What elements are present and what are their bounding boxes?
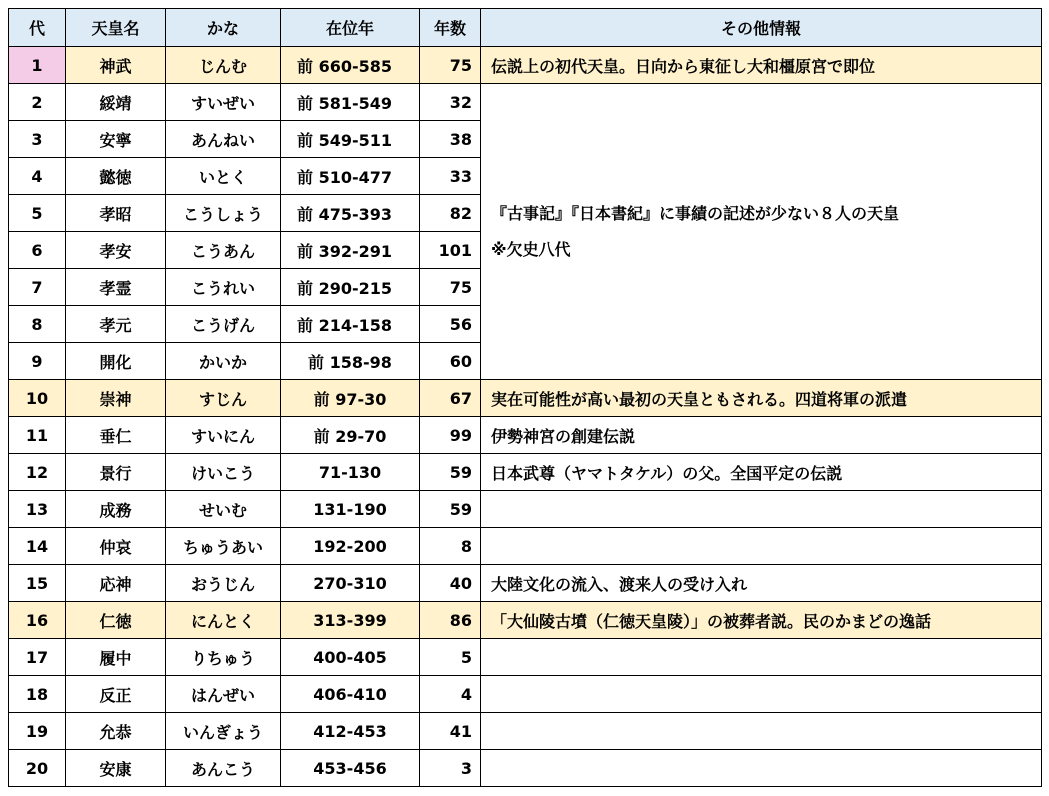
cell-gen: 15 (9, 565, 66, 602)
cell-reign: 前 660-585 (281, 47, 420, 84)
cell-info (481, 491, 1042, 528)
cell-kana: にんとく (166, 602, 281, 639)
cell-info: 伊勢神宮の創建伝説 (481, 417, 1042, 454)
table-row (9, 750, 1042, 787)
cell-reign: 192-200 (281, 528, 420, 565)
cell-kana: こうれい (166, 269, 281, 306)
cell-reign: 前 97-30 (281, 380, 420, 417)
table-row (9, 84, 1042, 121)
table-row (9, 602, 1042, 639)
cell-years: 38 (420, 121, 481, 158)
table-row (9, 454, 1042, 491)
cell-name: 応神 (66, 565, 166, 602)
cell-gen: 20 (9, 750, 66, 787)
cell-name: 反正 (66, 676, 166, 713)
merged-info-cell (481, 84, 1042, 380)
cell-kana: すじん (166, 380, 281, 417)
cell-reign: 313-399 (281, 602, 420, 639)
cell-info (481, 639, 1042, 676)
cell-reign: 前 158-98 (281, 343, 420, 380)
cell-reign: 131-190 (281, 491, 420, 528)
cell-kana: あんねい (166, 121, 281, 158)
cell-name: 綏靖 (66, 84, 166, 121)
cell-kana: すいにん (166, 417, 281, 454)
table-row (9, 380, 1042, 417)
cell-info (481, 750, 1042, 787)
cell-name: 孝霊 (66, 269, 166, 306)
header-reign: 在位年 (281, 9, 420, 47)
cell-reign: 前 475-393 (281, 195, 420, 232)
header-row (9, 9, 1042, 47)
cell-gen: 8 (9, 306, 66, 343)
cell-kana: いとく (166, 158, 281, 195)
cell-years: 40 (420, 565, 481, 602)
table-row (9, 528, 1042, 565)
cell-gen: 5 (9, 195, 66, 232)
emperor-table (8, 8, 1042, 787)
cell-name: 垂仁 (66, 417, 166, 454)
cell-reign: 前 549-511 (281, 121, 420, 158)
cell-info: 「大仙陵古墳（仁徳天皇陵）」の被葬者説。民のかまどの逸話 (481, 602, 1042, 639)
cell-kana: ちゅうあい (166, 528, 281, 565)
cell-name: 懿徳 (66, 158, 166, 195)
table-row (9, 417, 1042, 454)
cell-gen: 13 (9, 491, 66, 528)
cell-reign: 453-456 (281, 750, 420, 787)
cell-info: 大陸文化の流入、渡来人の受け入れ (481, 565, 1042, 602)
cell-years: 41 (420, 713, 481, 750)
cell-years: 75 (420, 47, 481, 84)
cell-gen: 12 (9, 454, 66, 491)
cell-gen: 3 (9, 121, 66, 158)
cell-info: 実在可能性が高い最初の天皇ともされる。四道将軍の派遣 (481, 380, 1042, 417)
cell-name: 孝元 (66, 306, 166, 343)
cell-gen: 16 (9, 602, 66, 639)
header-name: 天皇名 (66, 9, 166, 47)
cell-years: 82 (420, 195, 481, 232)
cell-reign: 前 214-158 (281, 306, 420, 343)
cell-reign: 71-130 (281, 454, 420, 491)
header-kana: かな (166, 9, 281, 47)
cell-years: 59 (420, 491, 481, 528)
cell-name: 仁徳 (66, 602, 166, 639)
cell-kana: りちゅう (166, 639, 281, 676)
cell-kana: おうじん (166, 565, 281, 602)
cell-years: 8 (420, 528, 481, 565)
cell-kana: いんぎょう (166, 713, 281, 750)
cell-gen: 18 (9, 676, 66, 713)
merged-info-line1: 『古事記』『日本書紀』に事績の記述が少ない８人の天皇 (491, 203, 900, 223)
table-row (9, 565, 1042, 602)
cell-gen: 7 (9, 269, 66, 306)
cell-years: 99 (420, 417, 481, 454)
cell-years: 3 (420, 750, 481, 787)
cell-name: 景行 (66, 454, 166, 491)
cell-name: 崇神 (66, 380, 166, 417)
cell-name: 安康 (66, 750, 166, 787)
cell-info (481, 528, 1042, 565)
cell-gen: 1 (9, 47, 66, 84)
cell-years: 32 (420, 84, 481, 121)
cell-years: 33 (420, 158, 481, 195)
cell-info (481, 676, 1042, 713)
cell-name: 孝昭 (66, 195, 166, 232)
cell-info (481, 713, 1042, 750)
cell-name: 仲哀 (66, 528, 166, 565)
cell-kana: かいか (166, 343, 281, 380)
cell-info: 日本武尊（ヤマトタケル）の父。全国平定の伝説 (481, 454, 1042, 491)
cell-name: 履中 (66, 639, 166, 676)
cell-gen: 10 (9, 380, 66, 417)
cell-reign: 270-310 (281, 565, 420, 602)
cell-years: 86 (420, 602, 481, 639)
cell-kana: こうげん (166, 306, 281, 343)
cell-kana: こうしょう (166, 195, 281, 232)
cell-info: 伝説上の初代天皇。日向から東征し大和橿原宮で即位 (481, 47, 1042, 84)
merged-info-line2: ※欠史八代 (491, 239, 571, 259)
cell-gen: 9 (9, 343, 66, 380)
cell-name: 開化 (66, 343, 166, 380)
cell-name: 神武 (66, 47, 166, 84)
cell-reign: 400-405 (281, 639, 420, 676)
cell-gen: 17 (9, 639, 66, 676)
cell-years: 5 (420, 639, 481, 676)
cell-gen: 11 (9, 417, 66, 454)
table-row (9, 47, 1042, 84)
cell-reign: 406-410 (281, 676, 420, 713)
cell-gen: 14 (9, 528, 66, 565)
cell-kana: せいむ (166, 491, 281, 528)
table-row (9, 713, 1042, 750)
cell-years: 56 (420, 306, 481, 343)
cell-years: 4 (420, 676, 481, 713)
cell-reign: 前 29-70 (281, 417, 420, 454)
cell-reign: 前 290-215 (281, 269, 420, 306)
table-row (9, 676, 1042, 713)
cell-reign: 前 392-291 (281, 232, 420, 269)
cell-kana: あんこう (166, 750, 281, 787)
cell-kana: じんむ (166, 47, 281, 84)
cell-gen: 4 (9, 158, 66, 195)
cell-gen: 6 (9, 232, 66, 269)
cell-name: 孝安 (66, 232, 166, 269)
cell-years: 59 (420, 454, 481, 491)
cell-kana: こうあん (166, 232, 281, 269)
cell-gen: 19 (9, 713, 66, 750)
cell-years: 67 (420, 380, 481, 417)
cell-gen: 2 (9, 84, 66, 121)
cell-kana: けいこう (166, 454, 281, 491)
cell-kana: すいぜい (166, 84, 281, 121)
cell-years: 75 (420, 269, 481, 306)
table-row (9, 639, 1042, 676)
header-gen: 代 (9, 9, 66, 47)
header-info: その他情報 (481, 9, 1042, 47)
cell-name: 成務 (66, 491, 166, 528)
cell-reign: 前 510-477 (281, 158, 420, 195)
cell-years: 101 (420, 232, 481, 269)
cell-name: 允恭 (66, 713, 166, 750)
header-years: 年数 (420, 9, 481, 47)
cell-years: 60 (420, 343, 481, 380)
cell-reign: 412-453 (281, 713, 420, 750)
cell-name: 安寧 (66, 121, 166, 158)
table-row (9, 491, 1042, 528)
cell-kana: はんぜい (166, 676, 281, 713)
cell-reign: 前 581-549 (281, 84, 420, 121)
